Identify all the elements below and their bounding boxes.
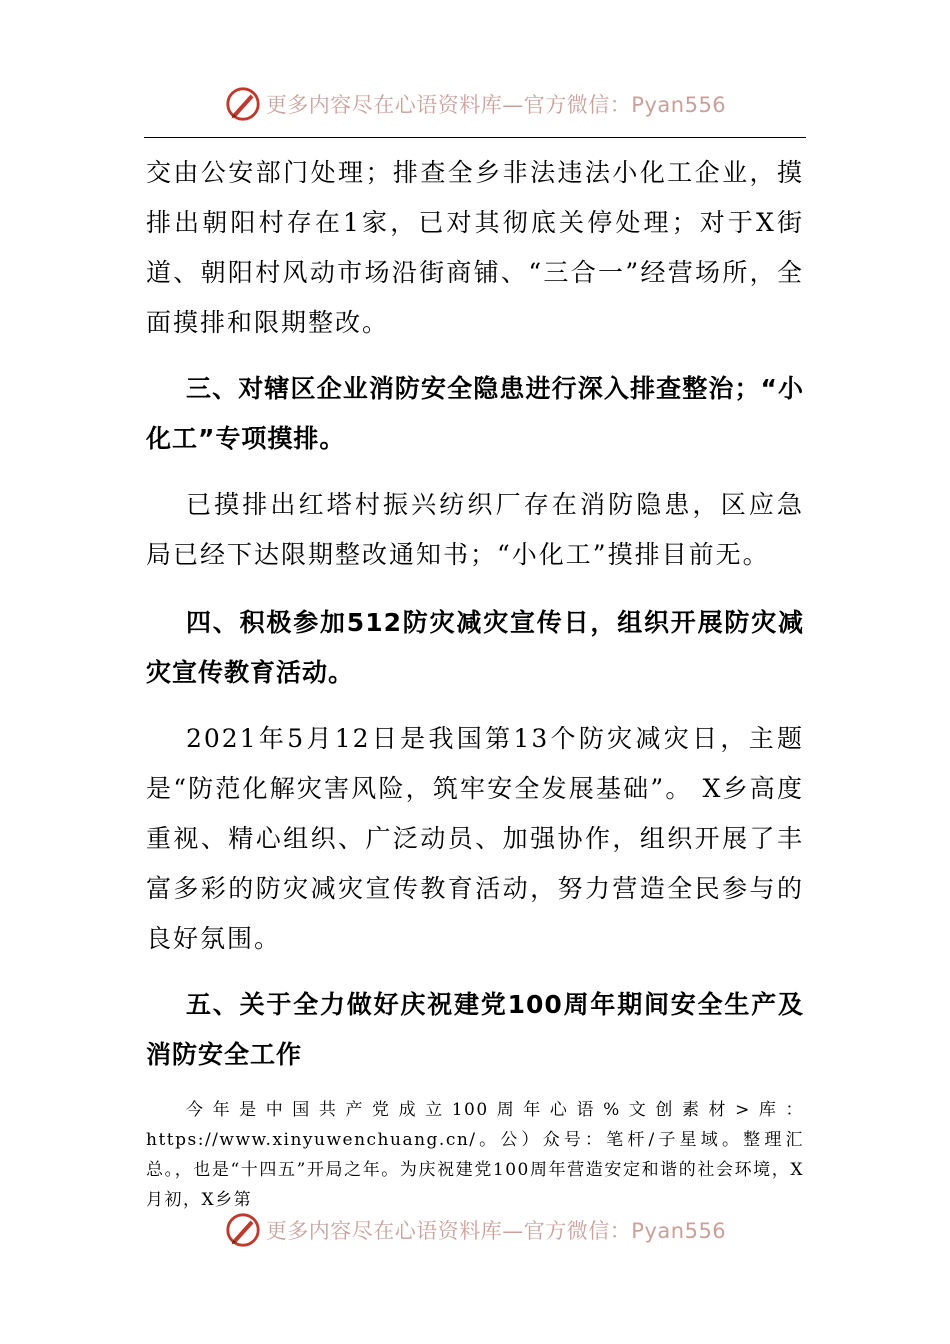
watermark-text: 更多内容尽在心语资料库—官方微信：Pyan556 (265, 1219, 727, 1243)
paragraph-continuation: 交由公安部门处理；排查全乡非法违法小化工企业，摸排出朝阳村存在1家，已对其彻底关停处理；对于X街道、朝阳村风动市场沿街商铺、“三合一”经营场所，全面摸排和限期整改。 (146, 158, 804, 337)
section-heading-4: 四、积极参加512防灾减灾宣传日，组织开展防灾减灾宣传教育活动。 (146, 608, 804, 687)
section-heading-3: 三、对辖区企业消防安全隐患进行深入排查整治；“小化工”专项摸排。 (146, 374, 804, 453)
watermark-text: 更多内容尽在心语资料库—官方微信：Pyan556 (265, 93, 727, 117)
pen-nib-circle-icon (224, 1211, 262, 1249)
watermark-banner-bottom (0, 1210, 950, 1250)
paragraph-section-3: 已摸排出红塔村振兴纺织厂存在消防隐患，区应急局已经下达限期整改通知书；“小化工”摸排目前无。 (146, 490, 804, 569)
pen-nib-circle-icon (224, 85, 262, 123)
paragraph-section-4: 2021年5月12日是我国第13个防灾减灾日，主题是“防范化解灾害风险，筑牢安全发展基础”。 X乡高度重视、精心组织、广泛动员、加强协作，组织开展了丰富多彩的防灾减灾宣传教育活动，努力营造全民参与的良好氛围。 (146, 724, 804, 953)
section-heading-5: 五、关于全力做好庆祝建党100周年期间安全生产及消防安全工作 (146, 990, 804, 1069)
header-rule (144, 137, 806, 138)
watermark-banner-top (0, 84, 950, 124)
paragraph-section-5: 今年是中国共产党成立100周年心语%文创素材>库：https://www.xinyuwenchuang.cn/。公）众号：笔杆/子星域。整理汇总。，也是“十四五”开局之年。为庆祝建党100周年营造安定和谐的社会环境，X月初，X乡第 (146, 1100, 804, 1210)
